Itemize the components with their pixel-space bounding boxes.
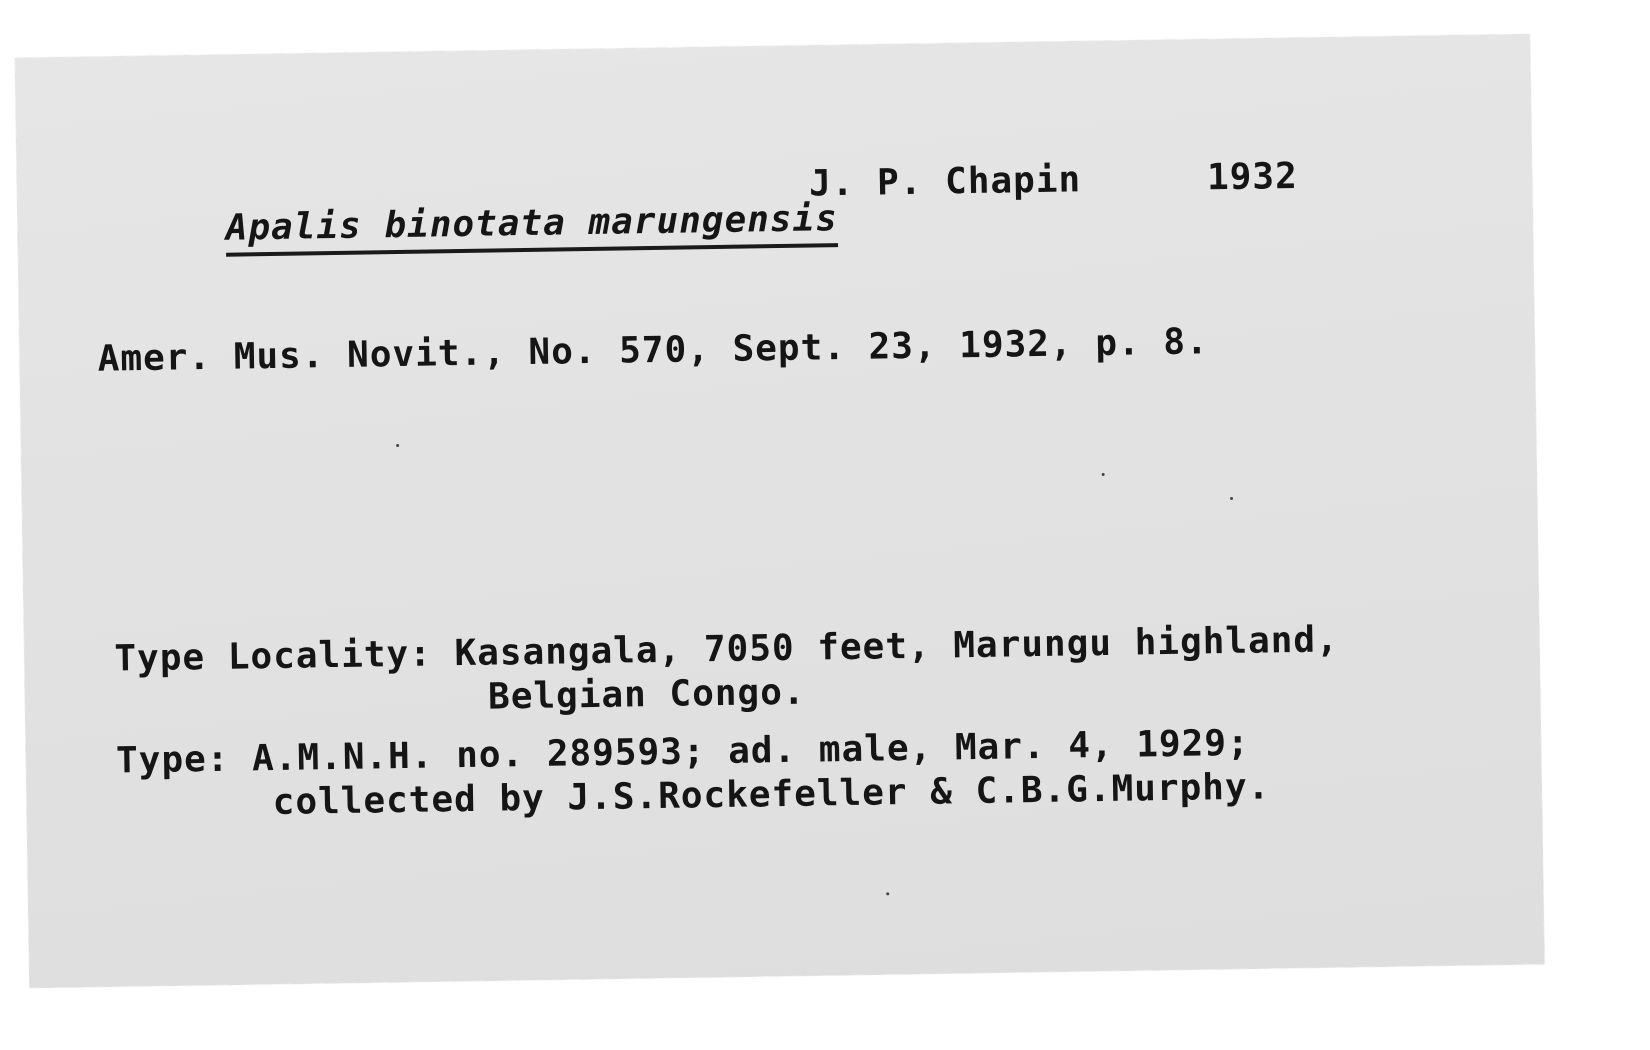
dust-speck: [396, 444, 399, 447]
dust-speck: [886, 892, 889, 895]
publication-year: 1932: [1206, 155, 1299, 199]
type-locality-row: [114, 619, 1339, 679]
type-specimen-value: A.M.N.H. no. 289593; ad. male, Mar. 4, 1929;: [251, 722, 1250, 780]
type-specimen-continuation: collected by J.S.Rockefeller & C.B.G.Murphy.: [272, 766, 1271, 824]
type-locality-continuation: Belgian Congo.: [487, 671, 806, 718]
dust-speck: [1102, 473, 1105, 476]
citation-line: Amer. Mus. Novit., No. 570, Sept. 23, 1932, p. 8.: [97, 321, 1209, 380]
type-label: Type:: [115, 738, 230, 782]
author-name: J. P. Chapin: [808, 159, 1082, 205]
index-card: [15, 34, 1544, 988]
type-locality-label: Type Locality:: [114, 633, 433, 680]
dust-speck: [1230, 497, 1233, 500]
type-locality-value: Kasangala, 7050 feet, Marungu highland,: [454, 619, 1340, 675]
taxon-name: Apalis binotata marungensis: [225, 198, 838, 257]
taxon-heading: [89, 157, 839, 300]
